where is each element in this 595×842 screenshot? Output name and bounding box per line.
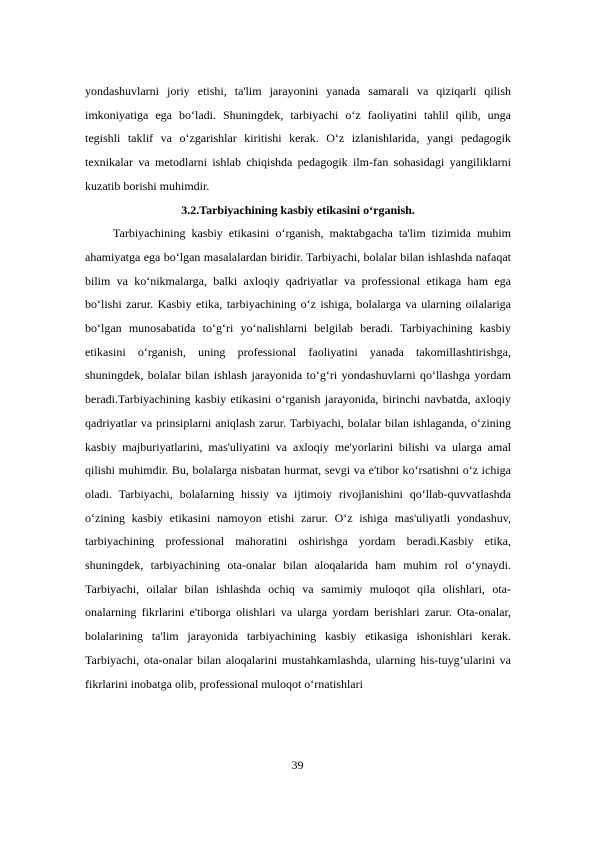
paragraph-section-body: Tarbiyachining kasbiy etikasini o‘rganish, maktabgacha ta'lim tizimida muhim ahamiyatga ega bo‘lgan masalalardan biridir. Tarbiyachi, bolalar bilan ishlashda nafaqat bilim va ko‘nikmalarga, balki axloqiy qadriyatlar va professional etikaga ham ega bo‘lishi zarur. Kasbiy etika, tarbiyachining o‘z ishiga, bolalarga va ularning oilalariga bo‘lgan munosabatida to‘g‘ri yo‘nalishlarni belgilab beradi. Tarbiyachining kasbiy etikasini o‘rganish, uning professional faoliyatini yanada takomillashtirishga, shuningdek, bolalar bilan ishlash jarayonida to‘g‘ri yondashuvlarni qo‘llashga yordam beradi.Tarbiyachining kasbiy etikasini o‘rganish jarayonida, birinchi navbatda, axloqiy qadriyatlar va prinsiplarni aniqlash zarur. Tarbiyachi, bolalar bilan ishlaganda, o‘zining kasbiy majburiyatlarini, mas'uliyatini va axloqiy me'yorlarini bilishi va ularga amal qilishi muhimdir. Bu, bolalarga nisbatan hurmat, sevgi va e'tibor ko‘rsatishni o‘z ichiga oladi. Tarbiyachi, bolalarning hissiy va ijtimoiy rivojlanishini qo‘llab-quvvatlashda o‘zining kasbiy etikasini namoyon etishi zarur. O‘z ishiga mas'uliyatli yondashuv, tarbiyachining professional mahoratini oshirishga yordam beradi.Kasbiy etika, shuningdek, tarbiyachining ota-onalar bilan aloqalarida ham muhim rol o‘ynaydi. Tarbiyachi, oilalar bilan ishlashda ochiq va samimiy muloqot qila olishlari, ota-onalarning fikrlarini e'tiborga olishlari va ularga yordam berishlari zarur. Ota-onalar, bolalarining ta'lim jarayonida tarbiyachining kasbiy etikasiga ishonishlari kerak. Tarbiyachi, ota-onalar bilan aloqalarini mustahkamlashda, ularning his-tuyg‘ularini va fikrlarini inobatga olib, professional muloqot o‘rnatishlari bbox=[85, 226, 511, 691]
paragraph-intro-continuation: yondashuvlarni joriy etishi, ta'lim jarayonini yanada samarali va qiziqarli qilish imkoniyatiga ega bo‘ladi. Shuningdek, tarbiyachi o‘z faoliyatini tahlil qilib, unga tegishli taklif va o‘zgarishlar kiritishi kerak. O‘z izlanishlarida, yangi pedagogik texnikalar va metodlarni ishlab chiqishda pedagogik ilm-fan sohasidagi yangiliklarni kuzatib borishi muhimdir. bbox=[85, 84, 511, 193]
page-body bbox=[85, 80, 511, 696]
page-number: 39 bbox=[291, 758, 304, 772]
section-heading: 3.2.Tarbiyachining kasbiy etikasini o‘rganish. bbox=[181, 202, 415, 217]
